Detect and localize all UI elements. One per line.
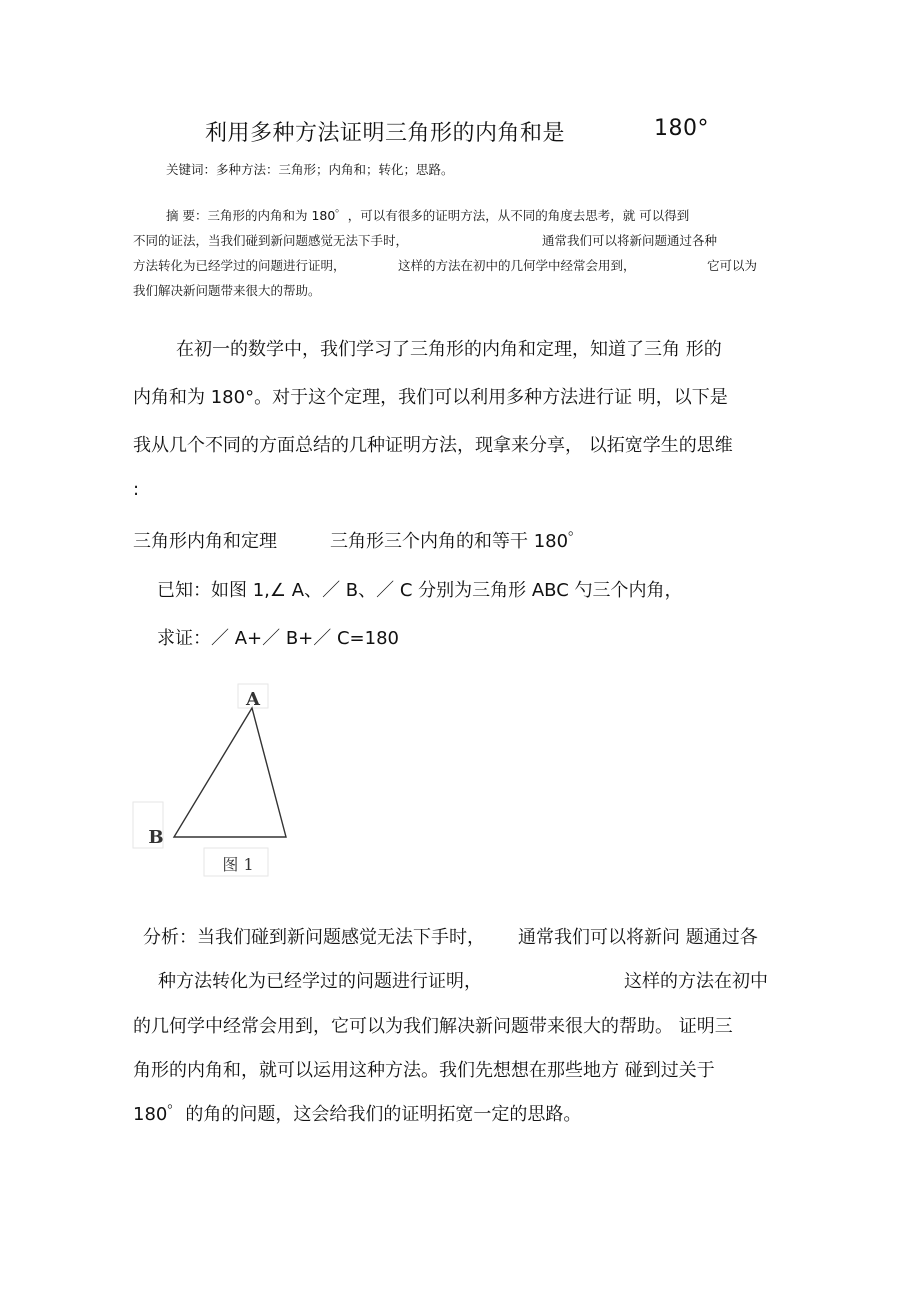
analysis-line-2b: 这样的方法在初中 [624, 971, 768, 992]
vertex-label-a: A [246, 689, 260, 710]
vertex-label-b: B [148, 827, 164, 848]
analysis-line-1b: 通常我们可以将新问 题通过各 [518, 927, 758, 948]
abstract-line-3b: 这样的方法在初中的几何学中经常会用到， [398, 258, 636, 273]
prove-line: 求证：／ A+／ B+／ C=180 [157, 628, 399, 649]
intro-line-1: 在初一的数学中，我们学习了三角形的内角和定理，知道了三角 形的 [176, 339, 722, 360]
keywords-line: 关键词：多种方法：三角形；内角和；转化；思路。 [166, 162, 454, 177]
abstract-line-1: 摘 要：三角形的内角和为 180゜，可以有很多的证明方法，从不同的角度去思考，就 可以得到 [166, 208, 690, 223]
abstract-line-4: 我们解决新问题带来很大的帮助。 [133, 283, 321, 298]
given-line: 已知：如图 1,∠ A、／ B、／ C 分别为三角形 ABC 勺三个内角， [157, 580, 683, 601]
intro-line-3: 我从几个不同的方面总结的几种证明方法，现拿来分享， 以拓宽学生的思维 [133, 435, 733, 456]
abstract-line-3a: 方法转化为已经学过的问题进行证明， [133, 258, 346, 273]
abstract-line-2a: 不同的证法，当我们碰到新问题感觉无法下手时， [133, 233, 409, 248]
triangle-abc [174, 708, 286, 837]
intro-line-4: : [133, 479, 140, 500]
abstract-line-3c: 它可以为 [707, 258, 758, 273]
analysis-line-1a: 分析：当我们碰到新问题感觉无法下手时， [143, 927, 485, 948]
analysis-line-5: 180゜的角的问题，这会给我们的证明拓宽一定的思路。 [133, 1104, 582, 1125]
intro-line-2: 内角和为 180°。对于这个定理，我们可以利用多种方法进行证 明，以下是 [133, 387, 728, 408]
analysis-line-3: 的几何学中经常会用到，它可以为我们解决新问题带来很大的帮助。 证明三 [133, 1016, 733, 1037]
title-value: 180° [654, 116, 709, 141]
figure-caption: 图 1 [222, 855, 254, 874]
analysis-line-2a: 种方法转化为已经学过的问题进行证明， [158, 971, 482, 992]
theorem-name: 三角形内角和定理 [133, 531, 277, 552]
document-title: 利用多种方法证明三角形的内角和是 [205, 121, 566, 146]
theorem-text: 三角形三个内角的和等干 180゜ [330, 531, 587, 552]
analysis-line-4: 角形的内角和，就可以运用这种方法。我们先想想在那些地方 碰到过关于 [133, 1060, 715, 1081]
abstract-line-2b: 通常我们可以将新问题通过各种 [542, 233, 718, 248]
triangle-figure [132, 682, 292, 878]
triangle-diagram [132, 682, 292, 878]
